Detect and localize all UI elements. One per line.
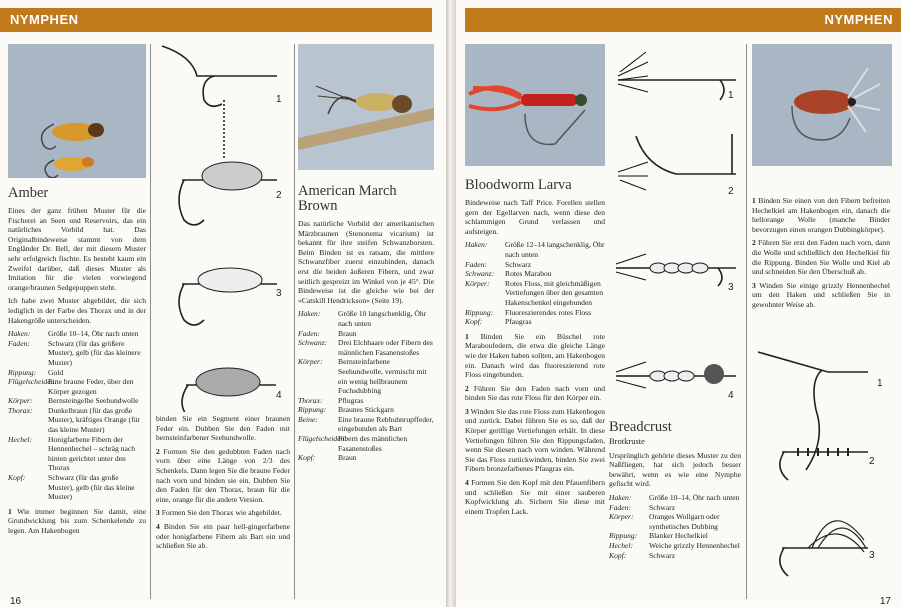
breadcrust-steps-column [752,196,890,314]
bloodworm-step-illustrations [608,36,742,406]
breadcrust-step-illustrations [752,344,872,594]
bloodworm-step-num-4: 4 [728,390,734,401]
amber-step-num-3: 3 [276,288,282,299]
left-page-number: 16 [10,596,22,607]
american-title: American March Brown [298,183,397,214]
left-header-bar [0,8,432,32]
breadcrust-step-2: 2 Führen Sie erst den Faden nach vorn, dann die Wolle und schließlich den Hechelkiel für die Rippung. Binden Sie Wolle und Kiel ab und schneiden Sie den Überschuß ab. [752,238,890,277]
amber-step-num-2: 2 [276,190,282,201]
right-header-label: NYMPHEN [824,12,893,27]
amber-step-num-1: 1 [276,94,282,105]
bloodworm-column [465,178,605,520]
left-page [0,0,446,607]
amber-column [8,186,146,540]
amber-intro-2: Ich habe zwei Muster abgebildet, die sich lediglich in der Farbe des Thorax und in der Hakengröße unterscheiden. [8,296,146,325]
american-fly-image [298,44,434,170]
american-photo [298,44,434,170]
amber-step-num-4: 4 [276,390,282,401]
breadcrust-step-3: 3 Winden Sie einige grizzly Hennenhechel um den Haken und schließen Sie in gewohnter Weise ab. [752,280,890,309]
breadcrust-intro: Ursprünglich gehörte dieses Muster zu den Naßfliegen, hat sich jedoch besser bewährt, wenn es wie eine Nymphe gefischt wird. [609,450,741,489]
amber-steps-column [156,414,290,555]
amber-step-1: 1 Wie immer beginnen Sie damit, eine Grundwicklung bis zum Schenkelende zu legen. Am Hakenbogen [8,506,146,535]
right-header-bar [465,8,901,32]
bloodworm-step-4: 4 Formen Sie den Kopf mit den Pfauenfibern und schließen Sie mit einer sauberen Kopfwicklung ab. Sichern Sie diese mit einem Tropfen Lack. [465,478,605,516]
left-header-label: NYMPHEN [10,12,79,27]
bloodworm-step-num-1: 1 [728,90,734,101]
breadcrust-step-num-1: 1 [877,378,883,389]
amber-step-3: 3 Formen Sie den Thorax wie abgebildet. [156,508,282,518]
breadcrust-step-num-3: 3 [869,550,875,561]
breadcrust-fly-image [752,44,892,166]
breadcrust-specs: Haken: Größe 10–14, Öhr nach unten Faden: Schwarz Körper: Oranges Wollgarn oder synthetisches Dubbing Rippung: Blanker Hechelkiel Hechel: Weiche grizzly Hennenhechel Kopf: Schwarz [609,492,740,560]
bloodworm-step-1: 1 Binden Sie ein Büschel rote Maraboufedern, die etwa die gleiche Länge wie der Haken haben sollten, am Hakenbogen ein. Danach wird das fluoreszierend rote Floss eingebunden. [465,331,606,380]
amber-step-4: 4 Binden Sie ein paar hell-gingerfarbene oder honigfarbene Fibern als Bart ein und schließen Sie ab. [156,521,290,551]
amber-fly-image [8,44,146,178]
amber-title: Amber [8,185,49,201]
amber-step-1-cont: binden Sie ein Segment einer braunen Feder ein. Dubben Sie den Faden mit bernsteinfarbener Seehundwolle. [156,414,290,443]
bloodworm-step-num-3: 3 [728,282,734,293]
divider-1 [150,44,151,599]
amber-step-2: 2 Formen Sie den gedubbten Faden nach vorn über eine Länge von 2/3 des Schenkels. Dann legen Sie die braune Feder nach vorn und binden sie ein. Dubben Sie den Faden für den Thorax, braun für die eine, orange für die andere Version. [156,446,290,504]
american-intro: Das natürliche Vorbild der amerikanischen Märzbraunen (Stenonema vicarium) ist bekannt für ihre steifen Schwanzborsten. Beim Binden ist es ratsam, die mittlere Schwanzfiber zuerst einzubinden, danach erst die beiden äußeren Fibern, und zwar seitlich gespreizt im Winkel von je 45°. Die Bindeweise ist die gleiche wie bei der »Catskill Hendrickson« (Seite 19). [298,219,434,305]
breadcrust-step-num-2: 2 [869,456,875,467]
amber-photo [8,44,146,178]
american-column [298,184,434,468]
divider-2 [294,44,295,599]
bloodworm-fly-image [465,44,605,166]
bloodworm-step-num-2: 2 [728,186,734,197]
american-specs: Haken: Größe 10 langschenklig, Öhr nach unten Faden: Braun Schwanz: Drei Elchhaare oder Fibern des männlichen Fasanenstoßes Körper: Bernsteinfarbene Seehundwolle, vermischt mit ein wenig hellbraunem Fuchsdubbing Thorax: Pflugras Rippung: Braunes Stickgarn Beine: Eine braune Rebhuhnrupffeder, eingebunden als Bart Flügelscheiden: Fibern des männlichen Fasanenstoßes Kopf: Braun [298,309,434,463]
breadcrust-column [609,420,741,565]
bloodworm-specs: Haken: Größe 12–14 langschenklig, Öhr nach unten Faden: Schwarz Schwanz: Rotes Marabou Körper: Rotes Floss, mit gleichmäßigen Vertiefungen über den gesamten Hakenschenkel eingebunden Rippung: Fluoreszierendes rotes Floss Kopf: Pfaugras [465,240,605,327]
bloodworm-title: Bloodworm Larva [465,177,572,193]
bloodworm-intro: Bindeweise nach Taff Price. Forellen stellen gern der Egellarven nach, wenn diese den schlammigen Grund verlassen und aufsteigen. [465,198,605,236]
right-page [456,0,901,607]
breadcrust-title: Breadcrust [609,419,672,435]
breadcrust-subtitle: Brotkruste [609,436,645,446]
right-page-number: 17 [879,596,891,607]
breadcrust-step-1: 1 Binden Sie einen von den Fibern befreiten Hechelkiel am Hakenbogen ein, danach die hellorange Wolle (manche Binder bevorzugen einen orangen Dubbingkörper). [752,196,890,234]
amber-intro-1: Eines der ganz frühen Muster für die Fischerei an Seen und Reservoirs, das ein natürliches Vorbild hat. Das Originalbindeweise stammt von dem Engländer Dr. Bell, der mit diesem Muster sehr erfolgreich fischte. Es besteht kaum ein Zweifel darüber, daß dieses Muster als Imitation für die vielen vorwiegend orange/braunen Sedgepuppen steht. [8,206,146,292]
bloodworm-photo [465,44,605,166]
amber-specs: Haken: Größe 10–14, Öhr nach unten Faden: Schwarz (für das größere Muster), gelb (für das kleinere Muster) Rippung: Gold Flügelscheiden: Eine braune Feder, über den Körper gezogen Körper: Bernsteingelbe Seehundwolle Thorax: Dunkelbraun (für das große Muster), kräftiges Orange (für das kleine Muster) Hechel: Honigfarbene Fibern der Hennenhechel – schräg nach hinten gerichtet unter den Thorax Kopf: Schwarz (für das große Muster), gelb (für das kleine Muster) [8,329,141,502]
divider-3 [746,44,747,599]
amber-step-illustrations [152,40,290,412]
bloodworm-step-3: 3 Winden Sie das rote Floss zum Hakenbogen und zurück. Dabei führen Sie es so, daß der Körper gerillige Vertiefungen erhält. In diese Vertiefungen führen Sie den Rippungsfaden, wenn Sie diesen nach vorn winden. Während Sie das Floss zurückwinden, binden Sie zwei Fibern bronzefarbenes Pfaugras ein. [465,406,606,474]
book-gutter [446,0,456,607]
breadcrust-photo [752,44,892,166]
bloodworm-step-2: 2 Führen Sie den Faden nach vorn und binden Sie das rote Floss für den Körper ein. [465,383,605,403]
